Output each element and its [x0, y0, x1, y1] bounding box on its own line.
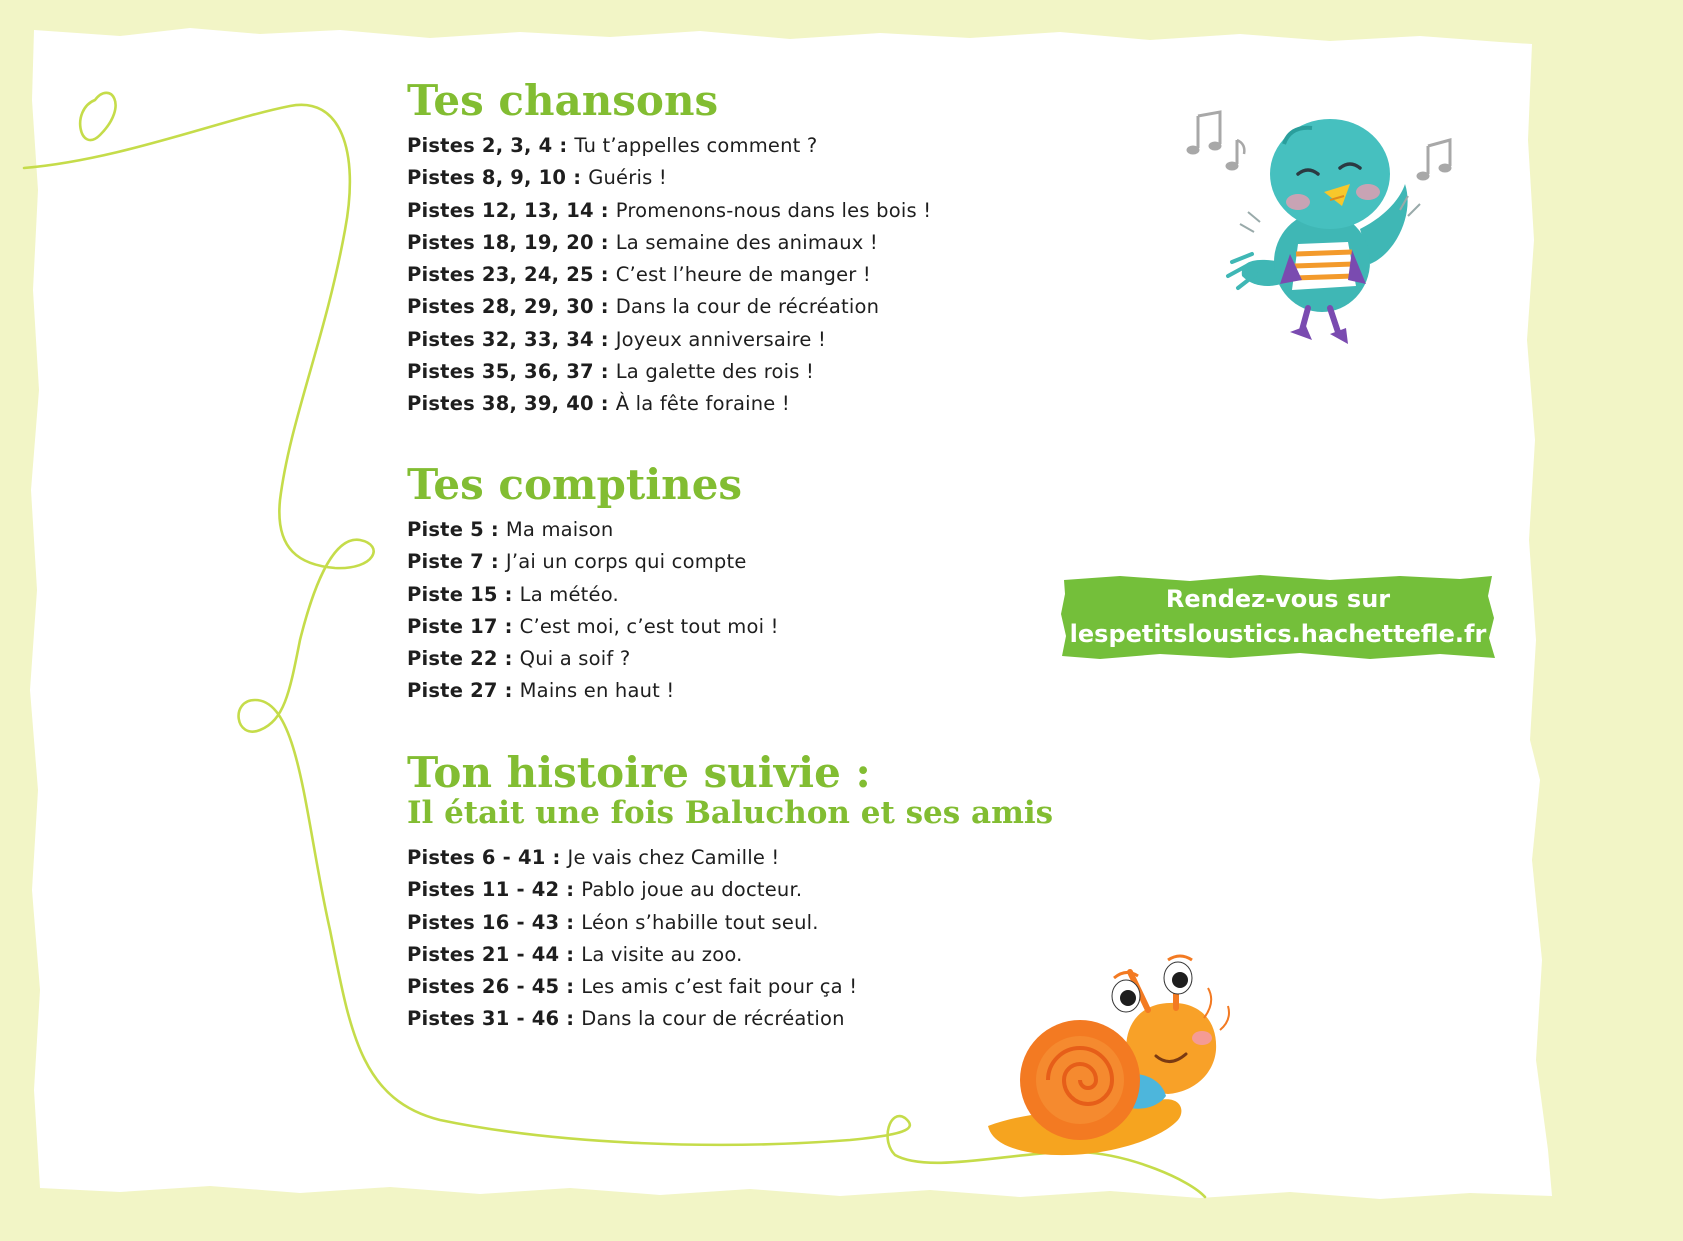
website-line-1: Rendez-vous sur: [1165, 585, 1391, 613]
list-item: Pistes 21 - 44 : La visite au zoo.: [407, 942, 743, 966]
list-item: Pistes 8, 9, 10 : Guéris !: [407, 166, 667, 190]
list-item: Pistes 35, 36, 37 : La galette des rois !: [407, 360, 815, 384]
section-title-histoire: Ton histoire suivie :: [407, 748, 871, 797]
snail-icon: [980, 950, 1240, 1172]
section-subtitle-histoire: Il était une fois Baluchon et ses amis: [407, 795, 1054, 831]
histoire-list: [407, 842, 857, 1036]
chansons-list: [407, 130, 931, 421]
list-item: Pistes 32, 33, 34 : Joyeux anniversaire !: [407, 327, 827, 351]
list-item: Piste 17 : C’est moi, c’est tout moi !: [407, 614, 779, 638]
list-item: Pistes 31 - 46 : Dans la cour de récréation: [407, 1007, 845, 1031]
list-item: Pistes 38, 39, 40 : À la fête foraine !: [407, 392, 790, 416]
list-item: Pistes 23, 24, 25 : C’est l’heure de manger !: [407, 263, 871, 287]
list-item: Pistes 18, 19, 20 : La semaine des animaux !: [407, 230, 878, 254]
list-item: Piste 15 : La météo.: [407, 582, 619, 606]
list-item: Pistes 2, 3, 4 : Tu t’appelles comment ?: [407, 134, 818, 157]
list-item: Pistes 16 - 43 : Léon s’habille tout seul.: [407, 910, 819, 934]
comptines-list: [407, 514, 779, 708]
website-url-link[interactable]: lespetitsloustics.hachettefle.fr: [1069, 620, 1487, 648]
list-item: Piste 5 : Ma maison: [407, 518, 614, 541]
website-banner[interactable]: [1060, 574, 1496, 660]
section-title-chansons: Tes chansons: [407, 76, 719, 125]
section-title-comptines: Tes comptines: [407, 460, 743, 509]
list-item: Piste 27 : Mains en haut !: [407, 679, 675, 703]
list-item: Pistes 26 - 45 : Les amis c’est fait pour ça !: [407, 975, 858, 999]
list-item: Piste 22 : Qui a soif ?: [407, 647, 631, 671]
list-item: Pistes 11 - 42 : Pablo joue au docteur.: [407, 878, 803, 902]
list-item: Pistes 28, 29, 30 : Dans la cour de récréation: [407, 295, 880, 319]
singing-bird-icon: [1180, 104, 1470, 354]
list-item: Pistes 12, 13, 14 : Promenons-nous dans les bois !: [407, 198, 932, 222]
list-item: Piste 7 : J’ai un corps qui compte: [407, 550, 747, 574]
list-item: Pistes 6 - 41 : Je vais chez Camille !: [407, 846, 780, 869]
